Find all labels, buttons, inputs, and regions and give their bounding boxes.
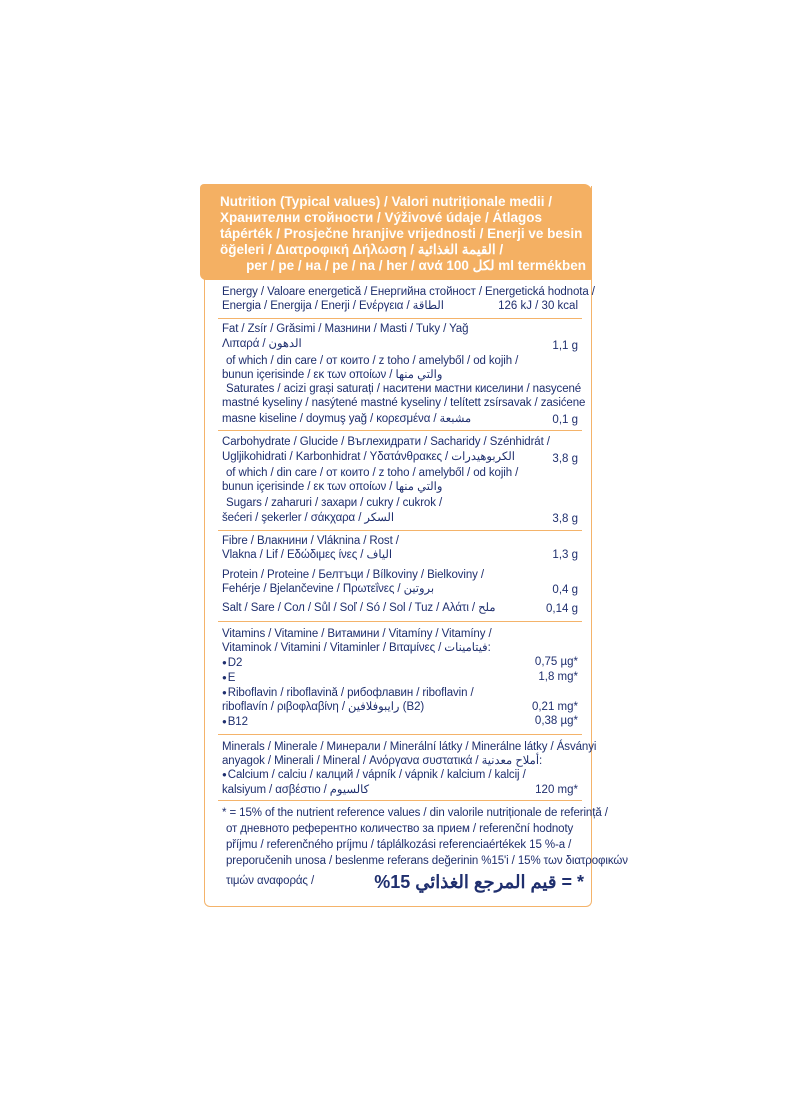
header-line-1: Nutrition (Typical values) / Valori nutriționale medii / (220, 194, 553, 209)
footnote-line-3: příjmu / referenčného príjmu / táplálkozási referenciaértékek 15 %-a / (226, 839, 572, 851)
minerals-label-1: Minerals / Minerale / Минерали / Minerální látky / Minerálne látky / Ásványi (222, 741, 597, 753)
protein-label-1: Protein / Proteine / Белтъци / Bílkoviny / Bielkoviny / (222, 569, 485, 581)
calcium-label-2: kalsiyum / ασβέστιο / كالسيوم (222, 784, 370, 796)
vitamins-label-1: Vitamins / Vitamine / Витамини / Vitamíny / Vitamíny / (222, 628, 492, 640)
saturates-value: 0,1 g (552, 414, 578, 426)
riboflavin-label-1: ● Riboflavin / riboflavină / рибофлавин / riboflavin / (222, 686, 474, 701)
divider (218, 621, 582, 622)
fat-value: 1,1 g (552, 340, 578, 352)
carb-label-2: Ugljikohidrati / Karbonhidrat / Υδατάνθρακες / الكربوهيدرات (222, 451, 515, 463)
header-per-unit: per / pe / на / pe / na / her / ανά 100 لكل ml termékben (246, 258, 586, 273)
footnote-line-4: preporučenih unosa / beslenme referans değerinin %15'i / 15% των διατροφικών (226, 855, 628, 867)
vitamin-d2-value: 0,75 µg* (534, 656, 578, 668)
carb-label-1: Carbohydrate / Glucide / Въглехидрати / Sacharidy / Szénhidrát / (222, 436, 550, 448)
footnote-line-2: от дневното референтно количество за прием / referenční hodnoty (226, 823, 574, 835)
fibre-label-2: Vlakna / Lif / Εδώδιμες ίνες / الياف (222, 549, 393, 561)
vitamin-d2-label: ● D2 (222, 656, 242, 671)
carb-of-which-2: bunun içerisinde / εκ των οποίων / والتي منها (222, 481, 443, 493)
energy-label-2: Energia / Energija / Enerji / Ενέργεια / الطاقة (222, 300, 444, 312)
carb-of-which-1: of which / din care / от които / z toho / amelyből / od kojih / (226, 467, 519, 479)
vitamin-b12-value: 0,38 µg* (534, 715, 578, 727)
sugars-label-1: Sugars / zaharuri / захари / cukry / cukrok / (226, 497, 443, 509)
protein-value: 0,4 g (552, 584, 578, 596)
vitamin-e-value: 1,8 mg* (538, 671, 578, 683)
saturates-label-2: mastné kyseliny / nasýtené mastné kyseliny / telített zsírsavak / zasićene (222, 397, 586, 409)
fat-label-2: Λιπαρά / الدهون (222, 338, 302, 350)
fat-of-which-2: bunun içerisinde / εκ των οποίων / والتي منها (222, 369, 443, 381)
fat-label-1: Fat / Zsír / Grăsimi / Мазнини / Masti / Tuky / Yağ (222, 323, 469, 335)
divider (218, 800, 582, 801)
vitamin-b12-label: ● B12 (222, 715, 248, 730)
saturates-label-1: Saturates / acizi grași saturați / наситени мастни киселини / nasycené (226, 383, 582, 395)
minerals-label-2: anyagok / Minerali / Mineral / Ανόργανα συστατικά / أملاح معدنية: (222, 755, 543, 767)
saturates-label-3: masne kiseline / doymuş yağ / κορεσμένα / مشبعة (222, 413, 472, 425)
riboflavin-value: 0,21 mg* (531, 701, 578, 713)
riboflavin-label-2: riboflavín / ριβοφλαβίνη / رايبوفلافين (B2) (222, 701, 425, 713)
fibre-label-1: Fibre / Влакнини / Vláknina / Rost / (222, 535, 399, 547)
divider (218, 530, 582, 531)
vitamin-e-label: ● E (222, 671, 235, 686)
sugars-value: 3,8 g (552, 513, 578, 525)
divider (218, 318, 582, 319)
footnote-line-5: τιμών αναφοράς / (226, 875, 315, 887)
footnote-arabic: %15 قيم المرجع الغذائي = * (374, 872, 584, 892)
salt-label: Salt / Sare / Сол / Sůl / Soľ / Só / Sol / Tuz / Αλάτι / ملح (222, 602, 496, 614)
carb-value: 3,8 g (552, 453, 578, 465)
fibre-value: 1,3 g (552, 549, 578, 561)
header-line-4: öğeleri / Διατροφική Δήλωση / القيمة الغذائية / (220, 242, 504, 257)
energy-value: 126 kJ / 30 kcal (498, 300, 578, 312)
fat-of-which-1: of which / din care / от които / z toho / amelyből / od kojih / (226, 355, 519, 367)
calcium-label-1: ● Calcium / calciu / калций / vápník / vápnik / kalcium / kalcij / (222, 768, 526, 783)
footnote-line-1: * = 15% of the nutrient reference values / din valorile nutriționale de referință / (222, 807, 608, 819)
header-line-3: tápérték / Prosječne hranjive vrijednosti / Enerji ve besin (220, 226, 583, 241)
sugars-label-2: šećeri / şekerler / σάκχαρα / السكر (222, 512, 395, 524)
divider (218, 734, 582, 735)
header-line-2: Хранителни стойности / Výživové údaje / Átlagos (220, 210, 543, 225)
salt-value: 0,14 g (546, 603, 578, 615)
vitamins-label-2: Vitaminok / Vitamini / Vitaminler / Βιταμίνες / فيتامينات: (222, 642, 491, 654)
protein-label-2: Fehérje / Bjelančevine / Πρωτεΐνες / بروتين (222, 583, 435, 595)
calcium-value: 120 mg* (535, 784, 578, 796)
divider (218, 430, 582, 431)
energy-label-1: Energy / Valoare energetică / Енергийна стойност / Energetická hodnota / (222, 286, 595, 298)
